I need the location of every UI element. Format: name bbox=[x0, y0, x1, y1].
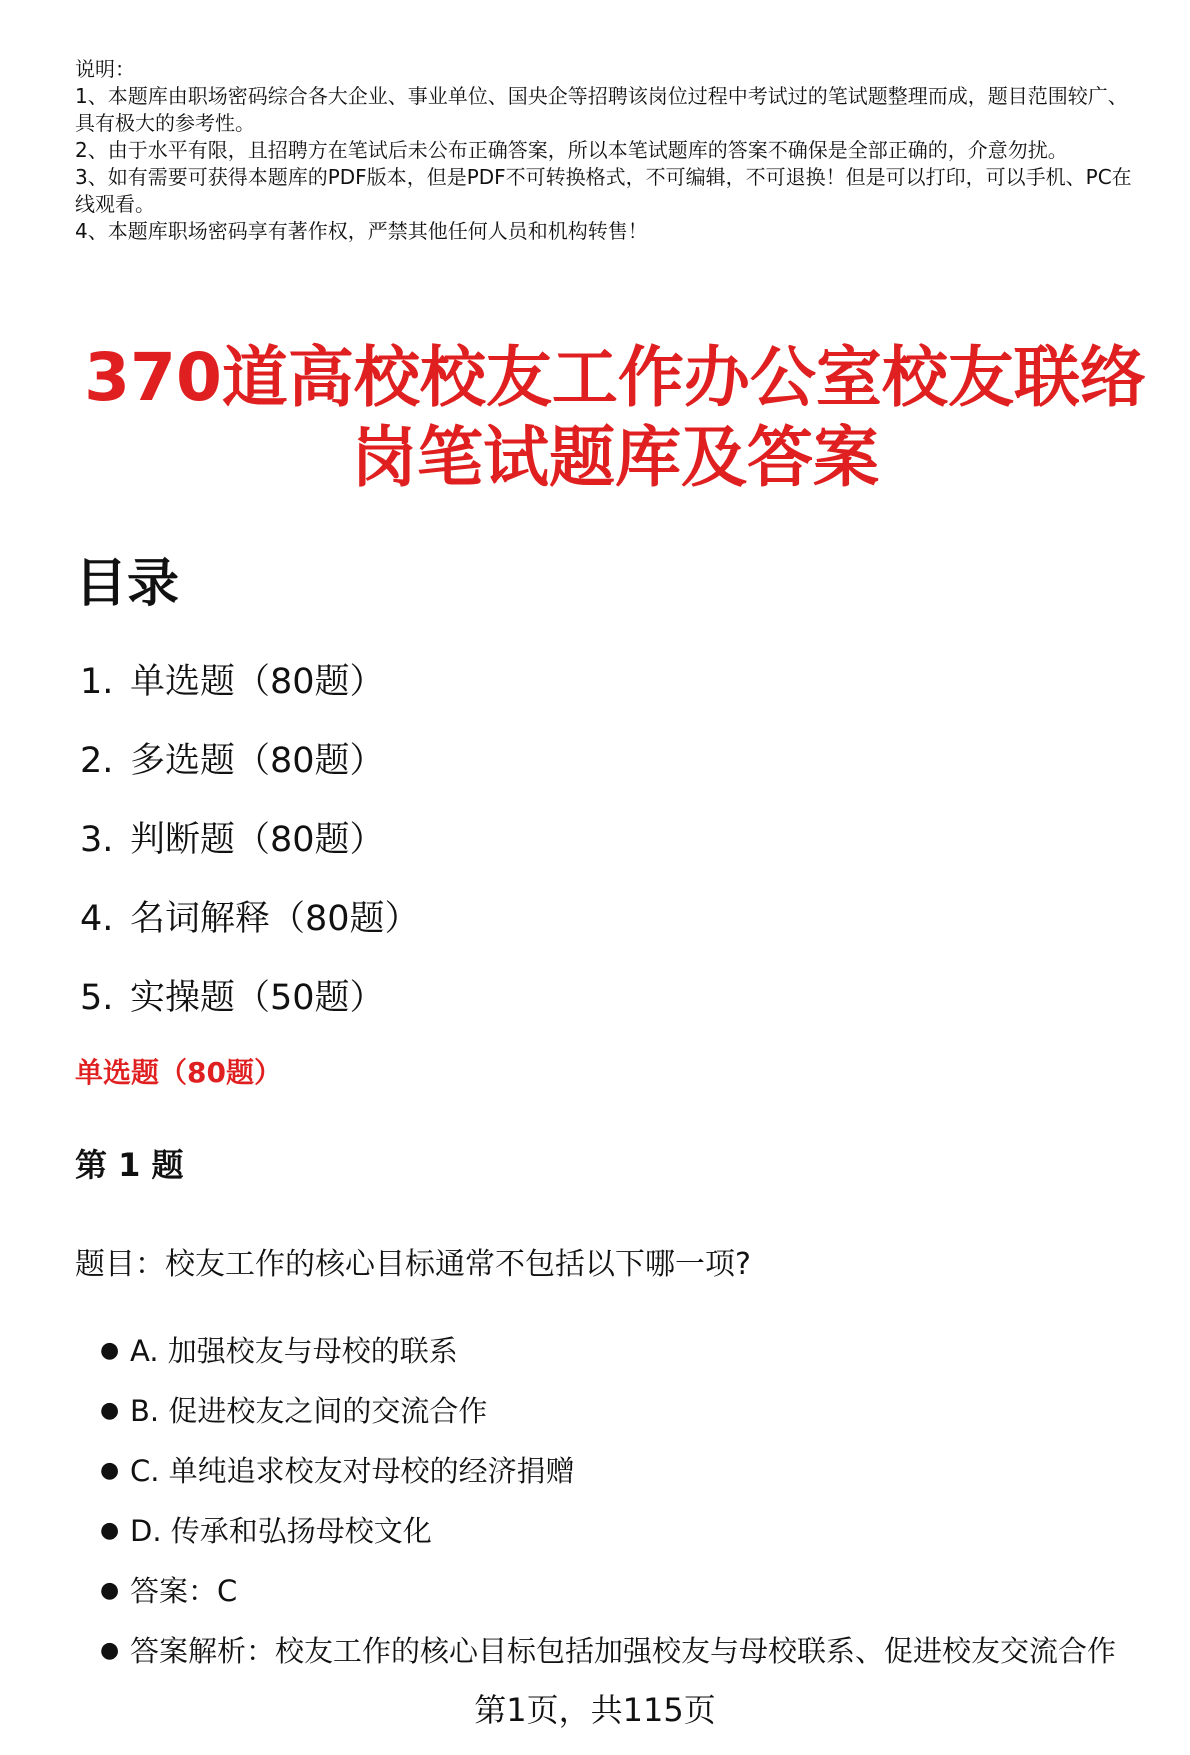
document-title-line1: 370道高校校友工作办公室校友联络 bbox=[84, 339, 1146, 416]
answer-explanation: 答案解析：校友工作的核心目标包括加强校友与母校联系、促进校友交流合作 bbox=[130, 1634, 1117, 1668]
table-of-contents bbox=[80, 660, 420, 1055]
question-text: 题目：校友工作的核心目标通常不包括以下哪一项? bbox=[75, 1247, 751, 1282]
notes-item: 2、由于水平有限，且招聘方在笔试后未公布正确答案，所以本笔试题库的答案不确保是全部正确的，介意勿扰。 bbox=[75, 138, 1068, 162]
list-item bbox=[100, 1451, 1170, 1511]
bullet-icon: ● bbox=[100, 1458, 120, 1483]
toc-item-number: 1. bbox=[80, 662, 114, 702]
toc-item-label: 实操题（50题） bbox=[130, 978, 385, 1018]
question-number: 第 1 题 bbox=[75, 1146, 184, 1184]
option-text: C. 单纯追求校友对母校的经济捐赠 bbox=[130, 1454, 575, 1488]
section-heading: 单选题（80题） bbox=[75, 1056, 282, 1089]
list-item bbox=[100, 1511, 1170, 1571]
page-footer: 第1页，共115页 bbox=[474, 1691, 716, 1729]
toc-item-number: 2. bbox=[80, 741, 114, 781]
notes-heading: 说明： bbox=[75, 57, 135, 81]
toc-heading: 目录 bbox=[75, 554, 180, 614]
list-item bbox=[100, 1571, 1170, 1631]
toc-item-number: 4. bbox=[80, 899, 114, 939]
toc-item bbox=[80, 660, 420, 739]
list-item bbox=[100, 1331, 1170, 1391]
question-options bbox=[100, 1331, 1170, 1691]
notes-item: 4、本题库职场密码享有著作权，严禁其他任何人员和机构转售！ bbox=[75, 219, 648, 243]
list-item bbox=[100, 1631, 1170, 1691]
toc-item bbox=[80, 897, 420, 976]
toc-item-label: 判断题（80题） bbox=[130, 820, 385, 860]
toc-item-label: 单选题（80题） bbox=[130, 662, 385, 702]
bullet-icon: ● bbox=[100, 1638, 120, 1663]
option-text: A. 加强校友与母校的联系 bbox=[130, 1334, 458, 1368]
toc-item bbox=[80, 976, 420, 1055]
option-text: D. 传承和弘扬母校文化 bbox=[130, 1514, 432, 1548]
toc-item-number: 5. bbox=[80, 978, 114, 1018]
document-title-line2: 岗笔试题库及答案 bbox=[351, 419, 879, 496]
toc-item-label: 名词解释（80题） bbox=[130, 899, 420, 939]
toc-item-label: 多选题（80题） bbox=[130, 741, 385, 781]
notes-block bbox=[75, 56, 1145, 245]
toc-item bbox=[80, 739, 420, 818]
list-item bbox=[100, 1391, 1170, 1451]
notes-item: 3、如有需要可获得本题库的PDF版本，但是PDF不可转换格式，不可编辑，不可退换！但是可以打印，可以手机、PC在线观看。 bbox=[75, 165, 1132, 216]
toc-item bbox=[80, 818, 420, 897]
bullet-icon: ● bbox=[100, 1518, 120, 1543]
bullet-icon: ● bbox=[100, 1398, 120, 1423]
notes-item: 1、本题库由职场密码综合各大企业、事业单位、国央企等招聘该岗位过程中考试过的笔试题整理而成，题目范围较广、具有极大的参考性。 bbox=[75, 84, 1128, 135]
toc-item-number: 3. bbox=[80, 820, 114, 860]
document-title bbox=[60, 338, 1170, 498]
option-text: B. 促进校友之间的交流合作 bbox=[130, 1394, 488, 1428]
bullet-icon: ● bbox=[100, 1578, 120, 1603]
answer-text: 答案：C bbox=[130, 1574, 238, 1608]
bullet-icon: ● bbox=[100, 1338, 120, 1363]
